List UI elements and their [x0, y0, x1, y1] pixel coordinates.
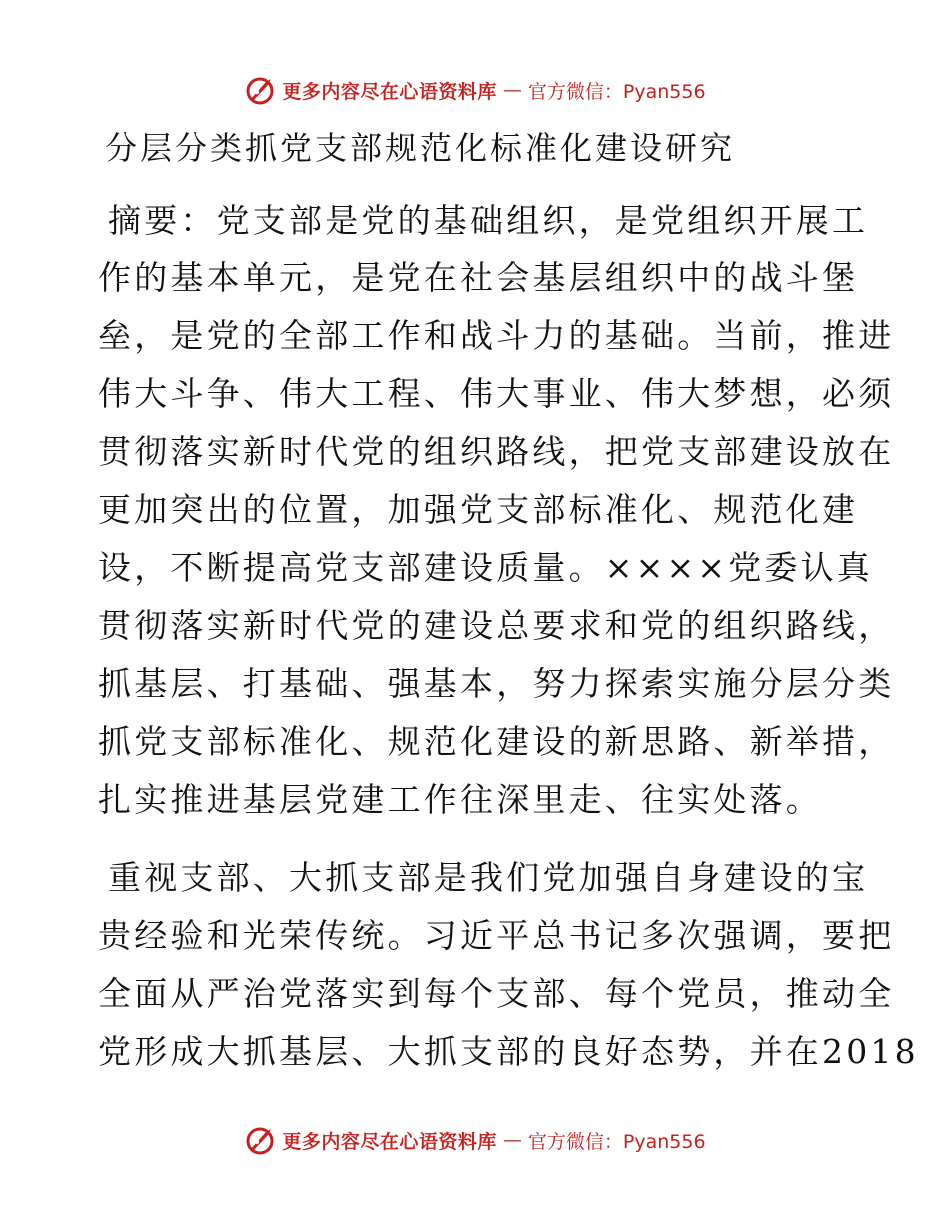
banner-separator: — — [502, 1129, 522, 1151]
abstract-line: 扎实推进基层党建工作往深里走、往实处落。 — [98, 780, 822, 819]
quill-pen-seal-icon — [244, 1124, 276, 1156]
body-line: 贵经验和光荣传统。习近平总书记多次强调，要把 — [98, 916, 895, 955]
abstract-line: 摘要：党支部是党的基础组织，是党组织开展工 — [108, 201, 869, 240]
body-line: 重视支部、大抓支部是我们党加强自身建设的宝 — [108, 858, 869, 897]
abstract-line: 垒，是党的全部工作和战斗力的基础。当前，推进 — [98, 316, 895, 355]
banner-wechat: 官方微信：Pyan556 — [527, 1130, 706, 1153]
abstract-line: 抓基层、打基础、强基本，努力探索实施分层分类 — [98, 664, 895, 703]
banner-separator: — — [502, 79, 522, 101]
abstract-line: 抓党支部标准化、规范化建设的新思路、新举措， — [98, 722, 895, 761]
abstract-line: 伟大斗争、伟大工程、伟大事业、伟大梦想，必须 — [98, 374, 895, 413]
quill-pen-seal-icon — [244, 74, 276, 106]
body-line: 党形成大抓基层、大抓支部的良好态势，并在2018 — [98, 1032, 919, 1071]
page-title: 分层分类抓党支部规范化标准化建设研究 — [105, 129, 736, 167]
abstract-line: 作的基本单元，是党在社会基层组织中的战斗堡 — [98, 258, 859, 297]
banner-wechat: 官方微信：Pyan556 — [527, 80, 706, 103]
banner-text: 更多内容尽在心语资料库 — [282, 1130, 497, 1153]
abstract-line: 贯彻落实新时代党的组织路线，把党支部建设放在 — [98, 432, 895, 471]
abstract-line: 贯彻落实新时代党的建设总要求和党的组织路线， — [98, 606, 895, 645]
body-line: 全面从严治党落实到每个支部、每个党员，推动全 — [98, 974, 895, 1013]
abstract-line: 更加突出的位置，加强党支部标准化、规范化建 — [98, 490, 859, 529]
footer-banner — [0, 1120, 950, 1160]
abstract-line: 设，不断提高党支部建设质量。××××党委认真 — [98, 548, 874, 587]
header-banner — [0, 70, 950, 110]
banner-text: 更多内容尽在心语资料库 — [282, 80, 497, 103]
